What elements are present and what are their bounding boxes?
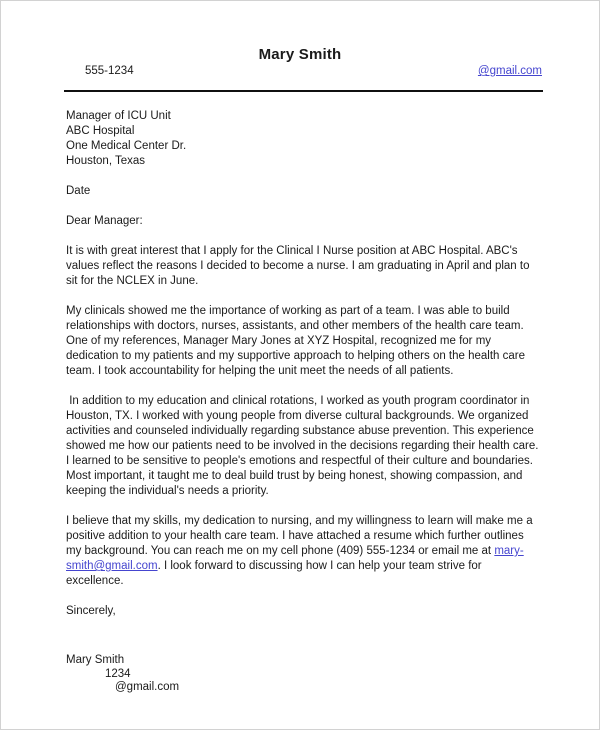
sender-email-link[interactable]: @gmail.com <box>477 65 542 77</box>
body-email-link[interactable]: mary-smith@gmail.com <box>66 545 524 572</box>
recipient-address <box>66 109 542 169</box>
salutation: Dear Manager: <box>66 215 143 227</box>
signature-email-fragment: @gmail.com <box>115 681 180 693</box>
letter-body <box>66 109 542 694</box>
header-contact-row <box>85 64 542 79</box>
date-line: Date <box>66 185 91 197</box>
recipient-city: Houston, Texas <box>66 155 146 167</box>
recipient-title: Manager of ICU Unit <box>66 110 171 122</box>
paragraph-closing <box>66 514 542 589</box>
paragraph-clinicals: My clinicals showed me the importance of working as part of a team. I was able to build relationships with doctors, nurses, assistants, and other members of the health care team. One of my references, Manager Mary Jones at XYZ Hospital, recognized me for my dedication to my patients and my supportive approach to helping others on the health care team. I took accountability for helping the unit meet the needs of all patients. <box>66 305 526 377</box>
closing-text-after-link: . I look forward to discussing how I can help your team strive for excellence. <box>66 560 482 587</box>
signature-phone-fragment: 1234 <box>105 668 131 680</box>
valediction: Sincerely, <box>66 605 116 617</box>
header-divider <box>64 90 543 92</box>
signature-block <box>66 653 542 694</box>
sender-name-title: Mary Smith <box>258 46 342 63</box>
signature-name: Mary Smith <box>66 654 125 666</box>
closing-text-before-link: I believe that my skills, my dedication to nursing, and my willingness to learn will make me a positive addition to your health care team. I have attached a resume which further outlines my background. You can reach me on my cell phone (409) 555-1234 or email me at <box>66 515 533 557</box>
sender-phone: 555-1234 <box>85 65 134 77</box>
paragraph-intro: It is with great interest that I apply for the Clinical I Nurse position at ABC Hospital. ABC's values reflect the reasons I decided to become a nurse. I am graduating in April and plan to sit for the NCLEX in June. <box>66 245 530 287</box>
recipient-org: ABC Hospital <box>66 125 135 137</box>
paragraph-experience: In addition to my education and clinical rotations, I worked as youth program coordinator in Houston, TX. I worked with young people from diverse cultural backgrounds. We organized activities and counseled individually regarding substance abuse prevention. This experience showed me how our patients need to be involved in the decisions regarding their health care. I learned to be sensitive to people's emotions and respectful of their culture and boundaries. Most important, it taught me to deal build trust by being honest, showing compassion, and keeping the individual's needs a priority. <box>66 395 539 497</box>
recipient-street: One Medical Center Dr. <box>66 140 187 152</box>
